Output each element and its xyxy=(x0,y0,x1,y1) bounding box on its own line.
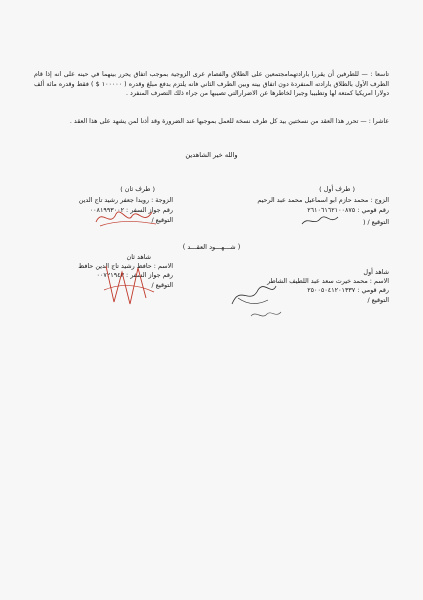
witnesses-title: ( شـــهـــود العقـــد ) xyxy=(182,243,241,251)
witness-two-passport: رقم جواز السفر : ٠٠٧٢١٩٤٣ xyxy=(96,271,173,279)
party-one-signature-label: التوقيع / ( xyxy=(362,218,389,226)
witness-two-signature-scribble xyxy=(100,262,158,310)
party-two-passport: رقم جواز السفر : ٠٠٨١٩٩٣٠٠٢ xyxy=(89,206,173,214)
party-one-signature-scribble xyxy=(300,214,340,228)
witness-two-heading: شاهد ثان xyxy=(126,253,151,261)
clause-ninth: تاسعا : — للطرفين أن يقررا بارادتهمامجتمعين على الطلاق والفصام عرى الزوجية بموجب اتفاق يحرر بينهما في حينه على انه إذا قام الطرف الأول بالطلاق بارادته المنفردة دون اتفاق بينه وبين الطرف الثاني فانه يلتزم بدفع مبلغ وقدره ( ١٠٠٠٠٠ $ ) فقط وقدره مائة ألف دولارا امريكيا كمتعة لها وتطبيبا وجبرا لخاطرها عن الاضرارالتي تصيبها من جراء ذلك التصرف المنفرد . xyxy=(34,71,389,98)
witness-two-name: الاسم : حافظ رشيد تاج الدين حافظ xyxy=(78,262,173,270)
closing-phrase: والله خير الشاهدين xyxy=(185,151,238,159)
party-two-signature-label: التوقيع / xyxy=(151,216,173,224)
party-one-husband: الزوج : محمد حازم ابو اسماعيل محمد عبد الرحيم xyxy=(257,196,389,204)
party-one-national-id: رقم قومي : ٢٦١٠٦١٦٢١٠٠٨٧٥ xyxy=(307,206,389,214)
witness-one-name: الاسم : محمد خيرت سعد عبد اللطيف الشاطر xyxy=(267,277,389,285)
clause-tenth: عاشرا : — تحرر هذا العقد من نسختين بيد كل طرف نسخة للعمل بموجبها عند الضرورة وقد أذنا لمن يشهد على هذا العقد . xyxy=(69,118,389,125)
party-two-heading: ( طرف ثان ) xyxy=(120,185,155,193)
stamp-mark xyxy=(248,306,284,322)
party-two-signature-scribble xyxy=(92,204,162,230)
witness-one-heading: شاهد أول xyxy=(363,268,389,276)
witness-two-signature-label: التوقيع / xyxy=(151,281,173,289)
party-two-wife: الزوجة : رويدا جعفر رشيد تاج الدين xyxy=(78,196,173,204)
witness-one-national-id: رقم قومي : ٢٥٠٠٥٠٤١٢٠١٣٣٧ xyxy=(307,286,389,294)
witness-one-signature-label: التوقيع / xyxy=(367,296,389,304)
party-one-heading: ( طرف أول ) xyxy=(319,185,355,193)
